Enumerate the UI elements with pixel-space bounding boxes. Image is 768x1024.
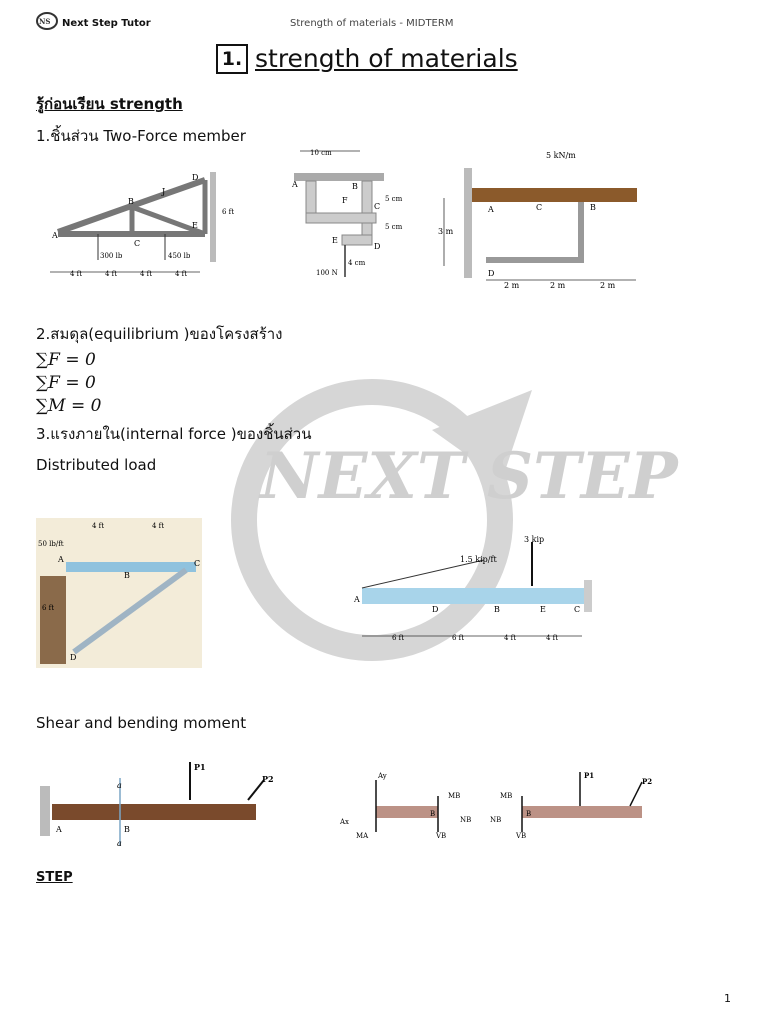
- label-c: C: [574, 605, 581, 614]
- topic-internal-force: 3.แรงภายใน(internal force )ของชิ้นส่วน: [36, 425, 312, 443]
- label-b-right: B: [526, 810, 532, 818]
- label-a: A: [488, 205, 494, 214]
- label-gap-2: 5 cm: [385, 223, 403, 231]
- label-nb-right: NB: [490, 816, 502, 824]
- label-e: E: [192, 221, 198, 230]
- label-d: D: [70, 653, 77, 662]
- label-height: 6 ft: [42, 604, 55, 612]
- label-mb-right: MB: [500, 792, 513, 800]
- label-b: B: [352, 182, 358, 191]
- label-height: 6 ft: [222, 208, 235, 216]
- label-b: B: [494, 605, 500, 614]
- label-height: 3 m: [438, 227, 454, 236]
- label-p1: P1: [194, 762, 206, 772]
- label-a: A: [292, 180, 298, 189]
- label-load: 50 lb/ft: [38, 540, 64, 548]
- label-c: C: [536, 203, 543, 212]
- label-a: A: [354, 595, 360, 604]
- label-a: A: [52, 231, 58, 240]
- label-width: 10 cm: [310, 149, 332, 157]
- topic-equilibrium: 2.สมดุล(equilibrium )ของโครงสร้าง: [36, 325, 283, 343]
- label-a: A: [56, 825, 62, 834]
- label-d: D: [432, 605, 439, 614]
- label-ma: MA: [356, 832, 369, 840]
- label-point-load: 3 kip: [524, 535, 545, 544]
- topic-distributed-load: Distributed load: [36, 456, 157, 474]
- label-span-1: 4 ft: [92, 522, 105, 530]
- label-force: 100 N: [316, 269, 338, 277]
- figure-beam-rod: [436, 148, 641, 290]
- figure-bracket: [36, 518, 202, 668]
- label-mb-left: MB: [448, 792, 461, 800]
- label-span-3: 2 m: [600, 281, 616, 290]
- label-span-2: 6 ft: [452, 634, 465, 642]
- label-ax: Ax: [340, 818, 350, 826]
- figure-free-body: [336, 766, 656, 844]
- label-b: B: [590, 203, 596, 212]
- equation-sum-fy: ∑F = 0: [36, 373, 96, 393]
- label-load-2: 450 lb: [168, 252, 191, 260]
- label-span-4: 4 ft: [546, 634, 559, 642]
- topic-two-force: 1.ชิ้นส่วน Two-Force member: [36, 127, 246, 145]
- watermark-text: NEXT STEP: [260, 439, 678, 514]
- prereq-heading: รู้ก่อนเรียน strength: [36, 95, 183, 113]
- figure-frame: [290, 145, 410, 277]
- label-c: C: [374, 202, 381, 211]
- label-d: D: [192, 173, 199, 182]
- label-b-left: B: [430, 810, 436, 818]
- label-b: B: [124, 571, 130, 580]
- next-step-logo-icon: [36, 12, 58, 30]
- header-brand: Next Step Tutor: [62, 18, 151, 29]
- figure-truss: [50, 172, 245, 284]
- label-span-1: 2 m: [504, 281, 520, 290]
- svg-text:NS: NS: [39, 17, 51, 26]
- label-d: D: [488, 269, 495, 278]
- equation-sum-fx: ∑F = 0: [36, 350, 96, 370]
- label-vb-left: VB: [436, 832, 447, 840]
- label-section-top: a: [117, 781, 122, 790]
- label-span-2: 2 m: [550, 281, 566, 290]
- label-e: E: [540, 605, 546, 614]
- label-d: D: [374, 242, 381, 251]
- label-gap-1: 5 cm: [385, 195, 403, 203]
- step-heading: STEP: [36, 870, 73, 885]
- label-p1: P1: [584, 771, 595, 780]
- label-a: A: [58, 555, 64, 564]
- label-span-3: 4 ft: [140, 270, 153, 278]
- label-span-3: 4 ft: [504, 634, 517, 642]
- label-span-1: 4 ft: [70, 270, 83, 278]
- label-offset: 4 cm: [348, 259, 366, 267]
- label-nb-left: NB: [460, 816, 472, 824]
- label-span-2: 4 ft: [105, 270, 118, 278]
- label-distributed-load: 1.5 kip/ft: [460, 555, 497, 564]
- equation-sum-m: ∑M = 0: [36, 396, 102, 416]
- label-section-bottom: a: [117, 839, 122, 848]
- header-title: Strength of materials - MIDTERM: [290, 18, 454, 29]
- label-load: 5 kN/m: [546, 151, 576, 160]
- page-number: 1: [724, 992, 731, 1005]
- figure-triangular-load: [346, 530, 594, 646]
- label-span-1: 6 ft: [392, 634, 405, 642]
- label-e: E: [332, 236, 338, 245]
- label-c: C: [194, 559, 201, 568]
- label-load-1: 300 lb: [100, 252, 123, 260]
- label-p2: P2: [642, 777, 653, 786]
- figure-cantilever: [40, 756, 284, 848]
- label-vb-right: VB: [516, 832, 527, 840]
- label-j: J: [162, 187, 166, 196]
- label-ay: Ay: [378, 772, 387, 780]
- label-f: F: [342, 196, 348, 205]
- section-number: 1.: [216, 44, 248, 74]
- label-b: B: [124, 825, 130, 834]
- page-title: strength of materials: [255, 44, 518, 73]
- label-c: C: [134, 239, 141, 248]
- topic-shear-moment: Shear and bending moment: [36, 714, 247, 732]
- label-span-4: 4 ft: [175, 270, 188, 278]
- label-span-2: 4 ft: [152, 522, 165, 530]
- label-b: B: [128, 197, 134, 206]
- label-p2: P2: [262, 774, 274, 784]
